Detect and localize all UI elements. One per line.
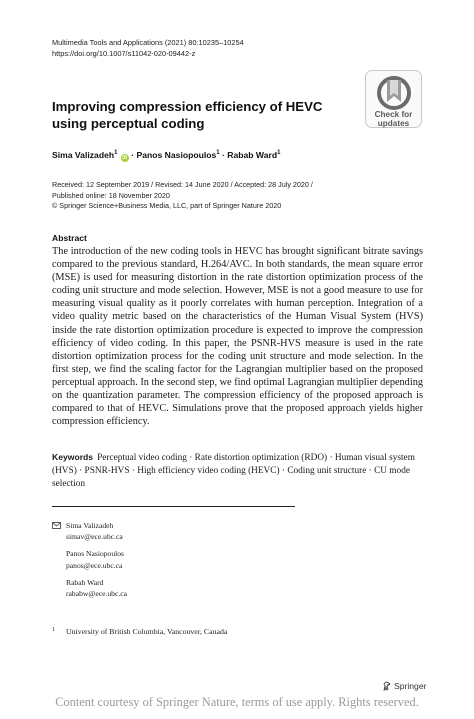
contact-list <box>52 520 127 605</box>
badge-line2: updates <box>377 118 410 128</box>
keywords-heading: Keywords <box>52 452 94 462</box>
footnote-rule <box>52 506 295 507</box>
watermark-text: Content courtesy of Springer Nature, terms of use apply. Rights reserved. <box>55 695 419 709</box>
affiliation-marker: 1 <box>277 150 281 156</box>
affiliation <box>52 627 227 636</box>
check-for-updates-badge[interactable] <box>365 70 422 128</box>
contact-entry <box>66 577 127 599</box>
abstract-text: The introduction of the new coding tools in HEVC has brought significant bitrate savings compared to the previous standard, H.264/AVC. In both standards, the mean square error (MSE) is used for measuring distortion in the rate distortion optimization process of the coding unit structure and mode selection. However, MSE is not a good measure to use for measuring visual quality as it poorly correlates with human perception. Integration of a video quality metric based on the characteristics of the Human Visual System (HVS) inside the rate distortion optimization procedure is expected to improve the compression efficiency of video coding. In this paper, the PSNR-HVS measure is used in the rate distortion optimization process for the coding unit structure and mode selection. In the first step, we find the scaling factor for the Lagrangian multiplier based on the proposed perceptual approach. In the second step, we find optimal Lagrangian multiplier depending on the quantization parameter. The compression efficiency of the proposed approach is compared to that of HEVC. Simulations prove that the proposed approach yields higher compression efficiency. <box>52 246 423 428</box>
contact-email[interactable]: rababw@ece.ubc.ca <box>66 589 127 599</box>
copyright-line: © Springer Science+Business Media, LLC, part of Springer Nature 2020 <box>52 201 282 210</box>
paper-title: Improving compression efficiency of HEVC using perceptual coding <box>52 99 323 131</box>
springer-horse-icon <box>382 681 392 691</box>
contact-entry <box>66 520 127 542</box>
journal-header <box>52 37 244 59</box>
contact-entry <box>66 548 127 570</box>
publication-dates <box>52 180 313 212</box>
author-separator: · <box>131 150 135 160</box>
author-name[interactable]: Panos Nasiopoulos <box>136 150 217 160</box>
orcid-icon[interactable]: iD <box>122 155 128 161</box>
publisher-logo <box>382 681 426 691</box>
author-name[interactable]: Sima Valizadeh <box>52 150 115 160</box>
contact-name: Sima Valizadeh <box>66 521 114 530</box>
affiliation-text: University of British Columbia, Vancouver, Canada <box>66 627 228 636</box>
abstract-heading: Abstract <box>52 233 87 243</box>
keywords-text: Perceptual video coding · Rate distortion optimization (RDO) · Human visual system (HVS) · PSNR-HVS · High efficiency video coding (HEVC) · Coding unit structure · CU mode selection <box>52 453 415 489</box>
crossmark-icon <box>377 76 411 110</box>
publisher-name: Springer <box>394 681 427 691</box>
author-name[interactable]: Rabab Ward <box>227 150 278 160</box>
contact-email[interactable]: simav@ece.ubc.ca <box>66 532 123 542</box>
doi-link[interactable]: https://doi.org/10.1007/s11042-020-09442-z <box>52 49 196 58</box>
dates-line: Published online: 18 November 2020 <box>52 190 170 200</box>
contact-email[interactable]: panos@ece.ubc.ca <box>66 560 123 570</box>
journal-citation: Multimedia Tools and Applications (2021) 80:10235–10254 <box>52 38 244 47</box>
author-list <box>52 150 280 162</box>
affiliation-marker: 1 <box>114 150 118 156</box>
affiliation-number: 1 <box>52 627 55 633</box>
dates-line: Received: 12 September 2019 / Revised: 14 June 2020 / Accepted: 28 July 2020 / <box>52 180 313 189</box>
author-separator: · <box>221 150 225 160</box>
contact-name: Rabab Ward <box>66 577 104 587</box>
affiliation-marker: 1 <box>216 150 220 156</box>
keywords-block <box>52 451 423 491</box>
envelope-icon <box>52 522 61 529</box>
contact-name: Panos Nasiopoulos <box>66 549 125 559</box>
badge-line1: Check for <box>374 110 413 119</box>
